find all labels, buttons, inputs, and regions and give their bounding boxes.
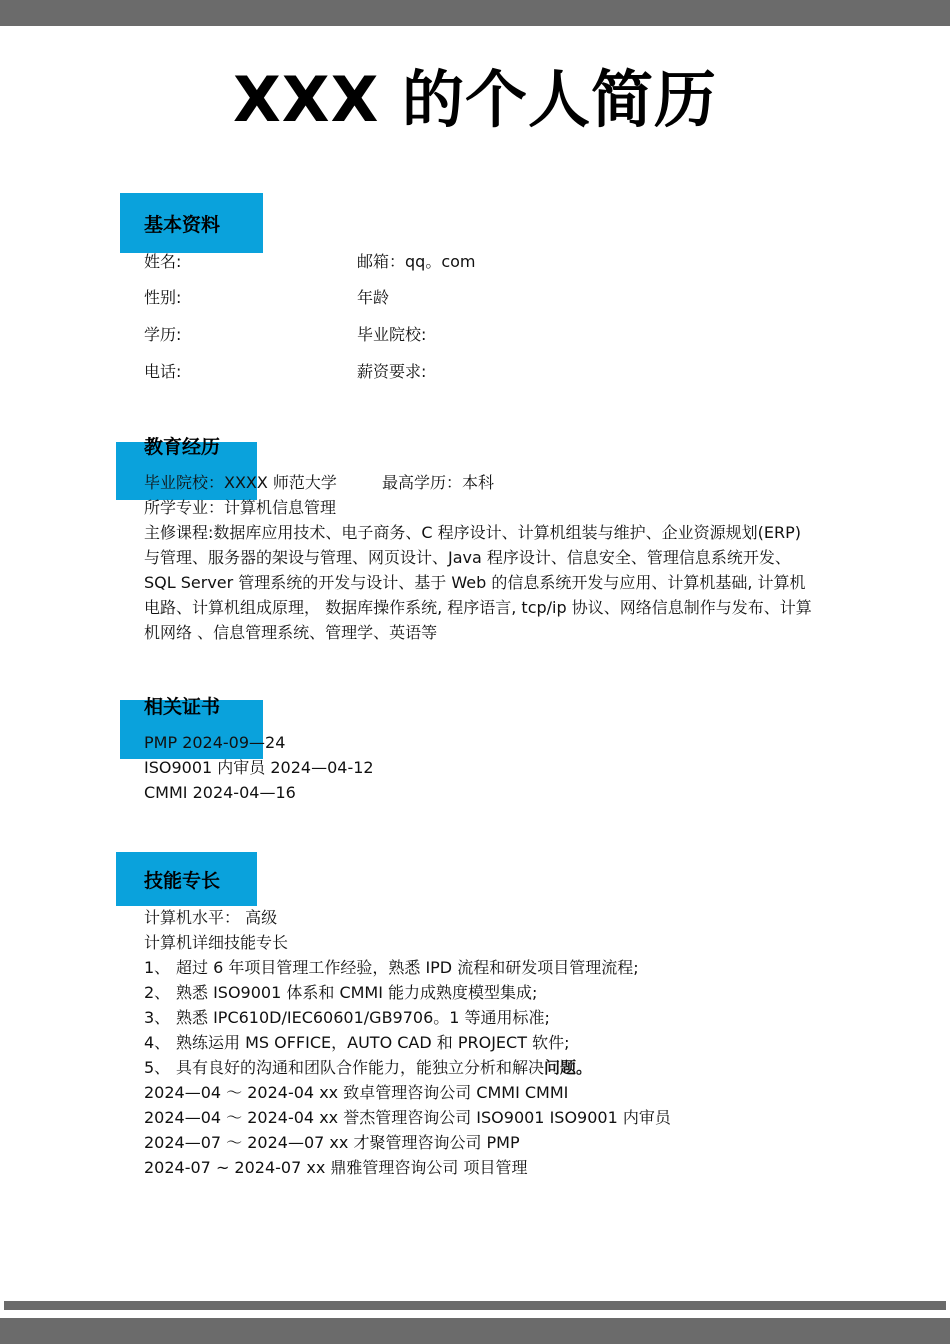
- skills-level-line: 计算机水平： 高级: [144, 908, 278, 927]
- section-title-skills: 技能专长: [144, 870, 221, 892]
- skill-item-number: 1、: [144, 958, 171, 977]
- skill-item: [144, 1030, 569, 1055]
- education-degree-line: 最高学历：本科: [382, 473, 495, 492]
- work-history-item: 2024—07 ～ 2024—07 xx 才聚管理咨询公司 PMP: [144, 1133, 520, 1152]
- bottom-bar: [0, 1318, 950, 1344]
- skill-item-number: 5、: [144, 1058, 171, 1077]
- skill-item-text: 熟悉 ISO9001 体系和 CMMI 能力成熟度模型集成;: [176, 983, 538, 1002]
- skill-item: [144, 955, 639, 980]
- skill-item-number: 2、: [144, 983, 171, 1002]
- education-courses: 主修课程:数据库应用技术、电子商务、C 程序设计、计算机组装与维护、企业资源规划(ERP)与管理、服务器的架设与管理、网页设计、Java 程序设计、信息安全、管理信息系统开发、SQL Server 管理系统的开发与设计、基于 Web 的信息系统开发与应用、计算机基础, 计算机电路、计算机组成原理， 数据库操作系统, 程序语言, tcp/ip 协议、网络信息制作与发布、计算机网络 、信息管理系统、管理学、英语等: [144, 523, 812, 642]
- gender-label: 性别:: [144, 288, 182, 307]
- salary-label: 薪资要求:: [357, 362, 427, 381]
- certificate-item: PMP 2024-09—24: [144, 733, 286, 752]
- skill-item-text: 熟悉 IPC610D/IEC60601/GB9706。1 等通用标准;: [176, 1008, 550, 1027]
- skill-item: [144, 1005, 550, 1030]
- top-bar: [0, 0, 950, 26]
- work-history-item: 2024—04 ～ 2024-04 xx 誉杰管理咨询公司 ISO9001 ISO9001 内审员: [144, 1108, 671, 1127]
- section-title-certificates: 相关证书: [144, 696, 221, 718]
- skill-item: [144, 1055, 592, 1080]
- certificate-item: ISO9001 内审员 2024—04-12: [144, 758, 374, 777]
- name-label: 姓名:: [144, 252, 182, 271]
- section-title-education: 教育经历: [144, 436, 221, 458]
- phone-label: 电话:: [144, 362, 182, 381]
- education-school-line: 毕业院校：XXXX 师范大学: [144, 473, 337, 492]
- skill-item-text: 超过 6 年项目管理工作经验，熟悉 IPD 流程和研发项目管理流程;: [176, 958, 639, 977]
- skill-item-text: 熟练运用 MS OFFICE，AUTO CAD 和 PROJECT 软件;: [176, 1033, 570, 1052]
- skill-item-text: 具有良好的沟通和团队合作能力，能独立分析和解决: [176, 1058, 545, 1077]
- skill-item-number: 4、: [144, 1033, 171, 1052]
- school-label: 毕业院校:: [357, 325, 427, 344]
- skill-item-number: 3、: [144, 1008, 171, 1027]
- age-label: 年龄: [357, 288, 390, 307]
- certificate-item: CMMI 2024-04—16: [144, 783, 296, 802]
- section-title-basic: 基本资料: [144, 214, 221, 236]
- skills-detail-heading: 计算机详细技能专长: [144, 933, 289, 952]
- skill-item: [144, 980, 537, 1005]
- page-title: XXX 的个人简历: [233, 63, 717, 136]
- work-history-item: 2024—04 ～ 2024-04 xx 致卓管理咨询公司 CMMI CMMI: [144, 1083, 569, 1102]
- skill-item-bold-tail: 问题。: [544, 1058, 593, 1077]
- education-label: 学历:: [144, 325, 182, 344]
- work-history-item: 2024-07 ~ 2024-07 xx 鼎雅管理咨询公司 项目管理: [144, 1158, 528, 1177]
- bottom-thin-bar: [4, 1301, 946, 1310]
- email-label: 邮箱：qq。com: [357, 252, 476, 271]
- education-major-line: 所学专业：计算机信息管理: [144, 498, 337, 517]
